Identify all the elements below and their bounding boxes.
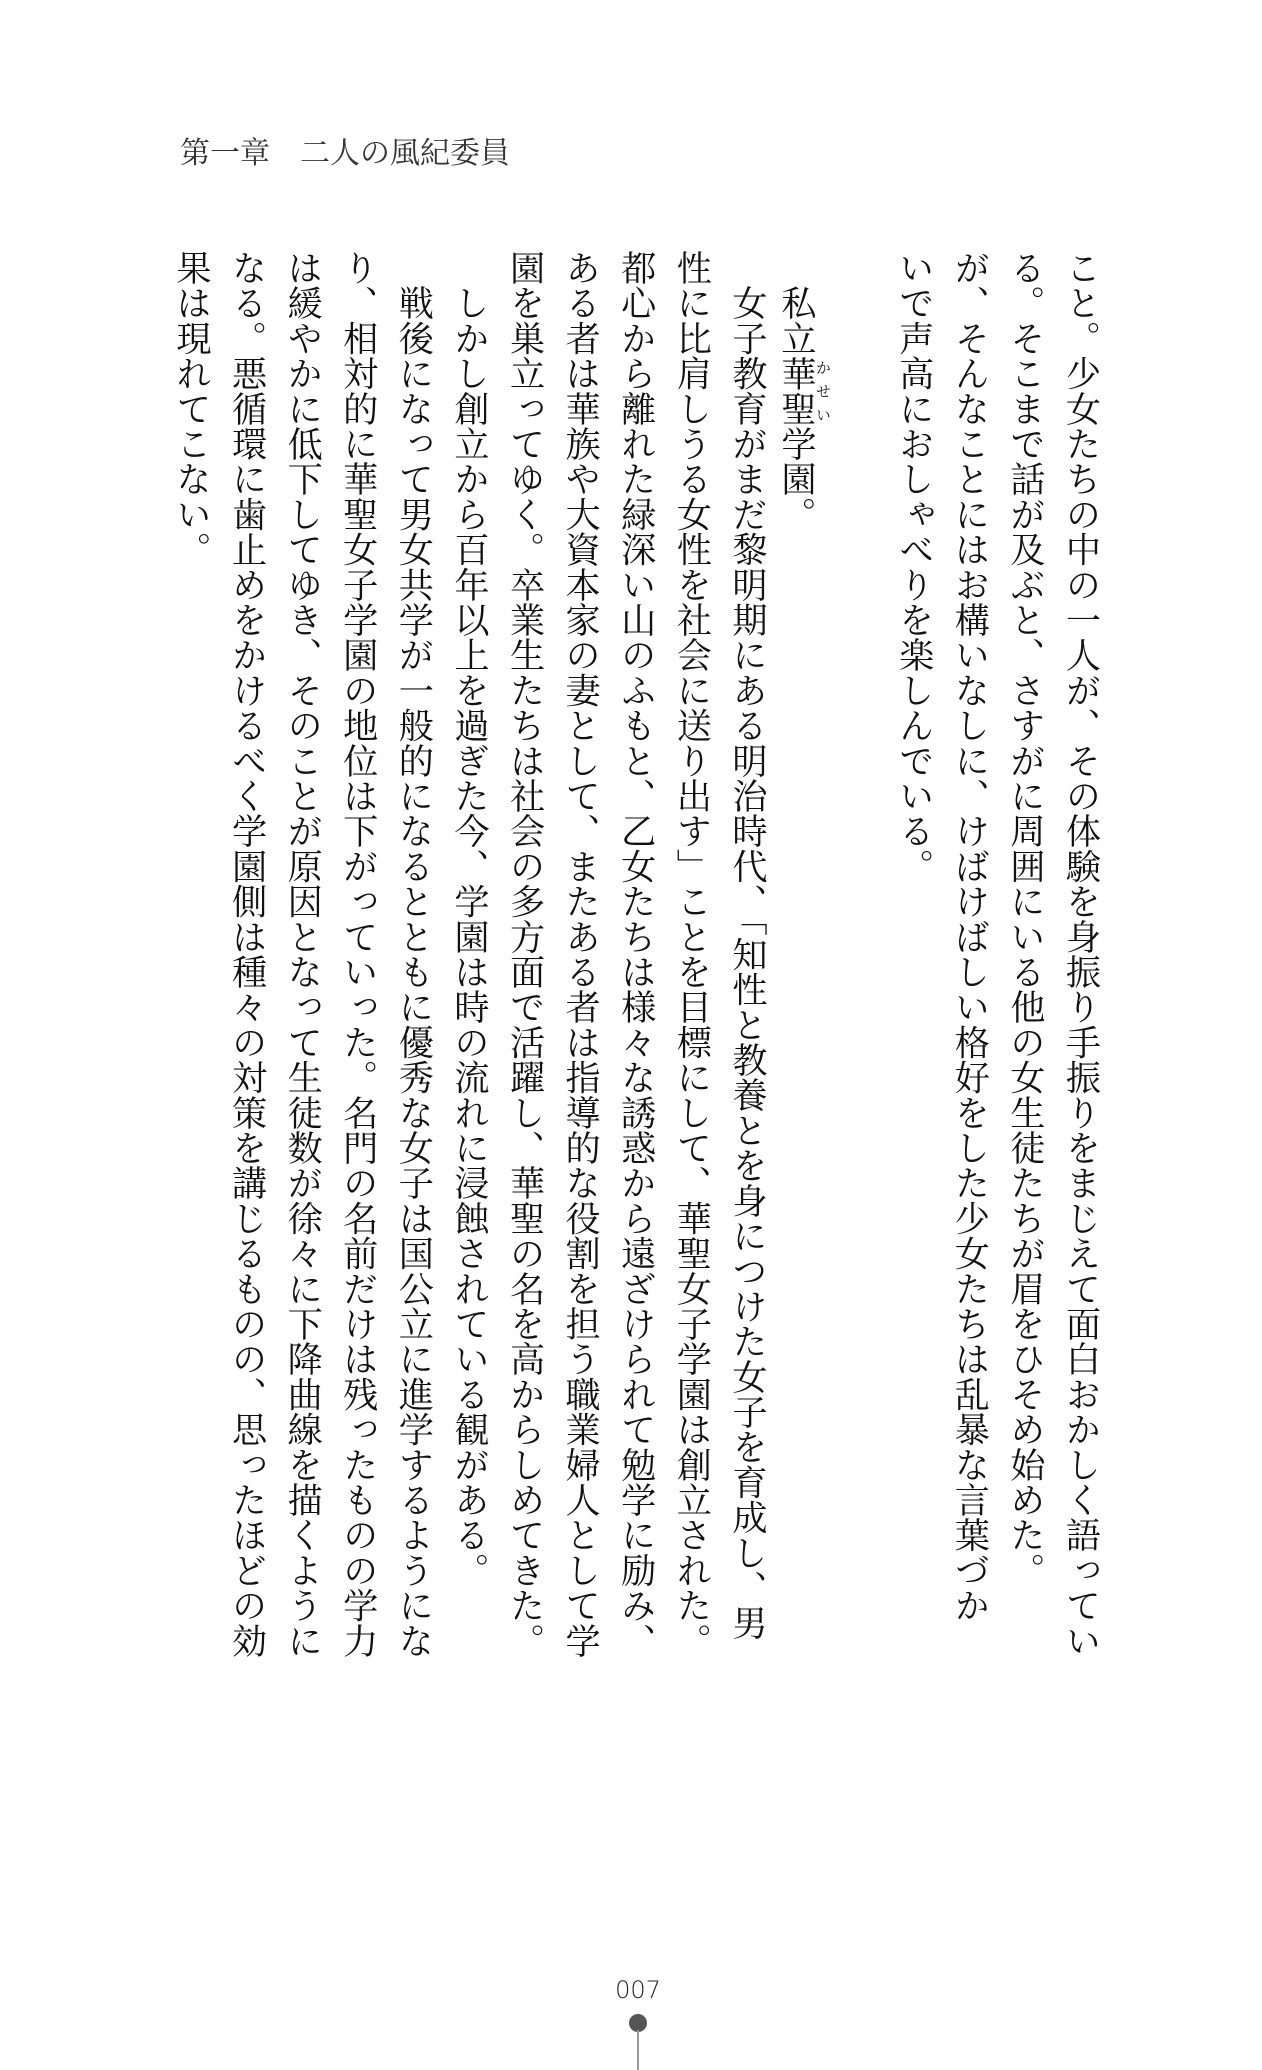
text-column: こと。少女たちの中の一人が、その体験を身振り手振りをまじえて面白おかしく語ってい [1061,250,1100,1658]
text-column: り、相対的に華聖女子学園の地位は下がっていった。名門の名前だけは残ったものの学力 [338,250,378,1658]
text-column: 女子教育がまだ黎明期にある明治時代、「知性と教養とを身につけた女子を育成し、男 [727,250,767,1641]
text-column: 性に比肩しうる女性を社会に送り出す」ことを目標にして、華聖女子学園は創立された。 [671,250,711,1658]
text-segment: 学園。 [776,426,816,532]
ruby-reading: かせい [814,355,831,427]
body-text [163,250,1108,1670]
text-column: しかし創立から百年以上を過ぎた今、学園は時の流れに浸蝕されている観がある。 [449,250,489,1588]
running-head-chapter-title: 第一章 二人の風紀委員 [180,137,510,170]
ruby-base: 華聖 [776,355,816,427]
text-column-heading [774,250,830,1670]
text-column: 園を巣立ってゆく。卒業生たちは社会の多方面で活躍し、華聖の名を高からしめてきた。 [505,250,545,1658]
text-segment: 私立 [776,250,816,356]
text-column: ある者は華族や大資本家の妻として、またある者は指導的な役割を担う職業婦人として学 [560,250,600,1658]
blank-line [830,250,886,1670]
text-column: 戦後になって男女共学が一般的になるとともに優秀な女子は国公立に進学するようにな [393,250,433,1658]
page-number: 007 [615,1976,661,2004]
text-column: いで声高におしゃべりを楽しんでいる。 [894,250,934,884]
text-column: る。そこまで話が及ぶと、さすがに周囲にいる他の女生徒たちが眉をひそめ始めた。 [1005,250,1045,1588]
text-column: 果は現れてこない。 [171,250,211,567]
ruby-annotation [776,355,831,427]
text-column: なる。悪循環に歯止めをかけるべく学園側は種々の対策を講じるものの、思ったほどの効 [227,250,267,1658]
text-column: は緩やかに低下してゆき、そのことが原因となって生徒数が徐々に下降曲線を描くように [282,250,322,1658]
text-column: 都心から離れた緑深い山のふもと、乙女たちは様々な誘惑から遠ざけられて勉学に励み、 [616,250,656,1658]
folio-line-ornament [637,2030,639,2070]
text-column: が、そんなことにはお構いなしに、けばけばしい格好をした少女たちは乱暴な言葉づか [949,250,989,1623]
